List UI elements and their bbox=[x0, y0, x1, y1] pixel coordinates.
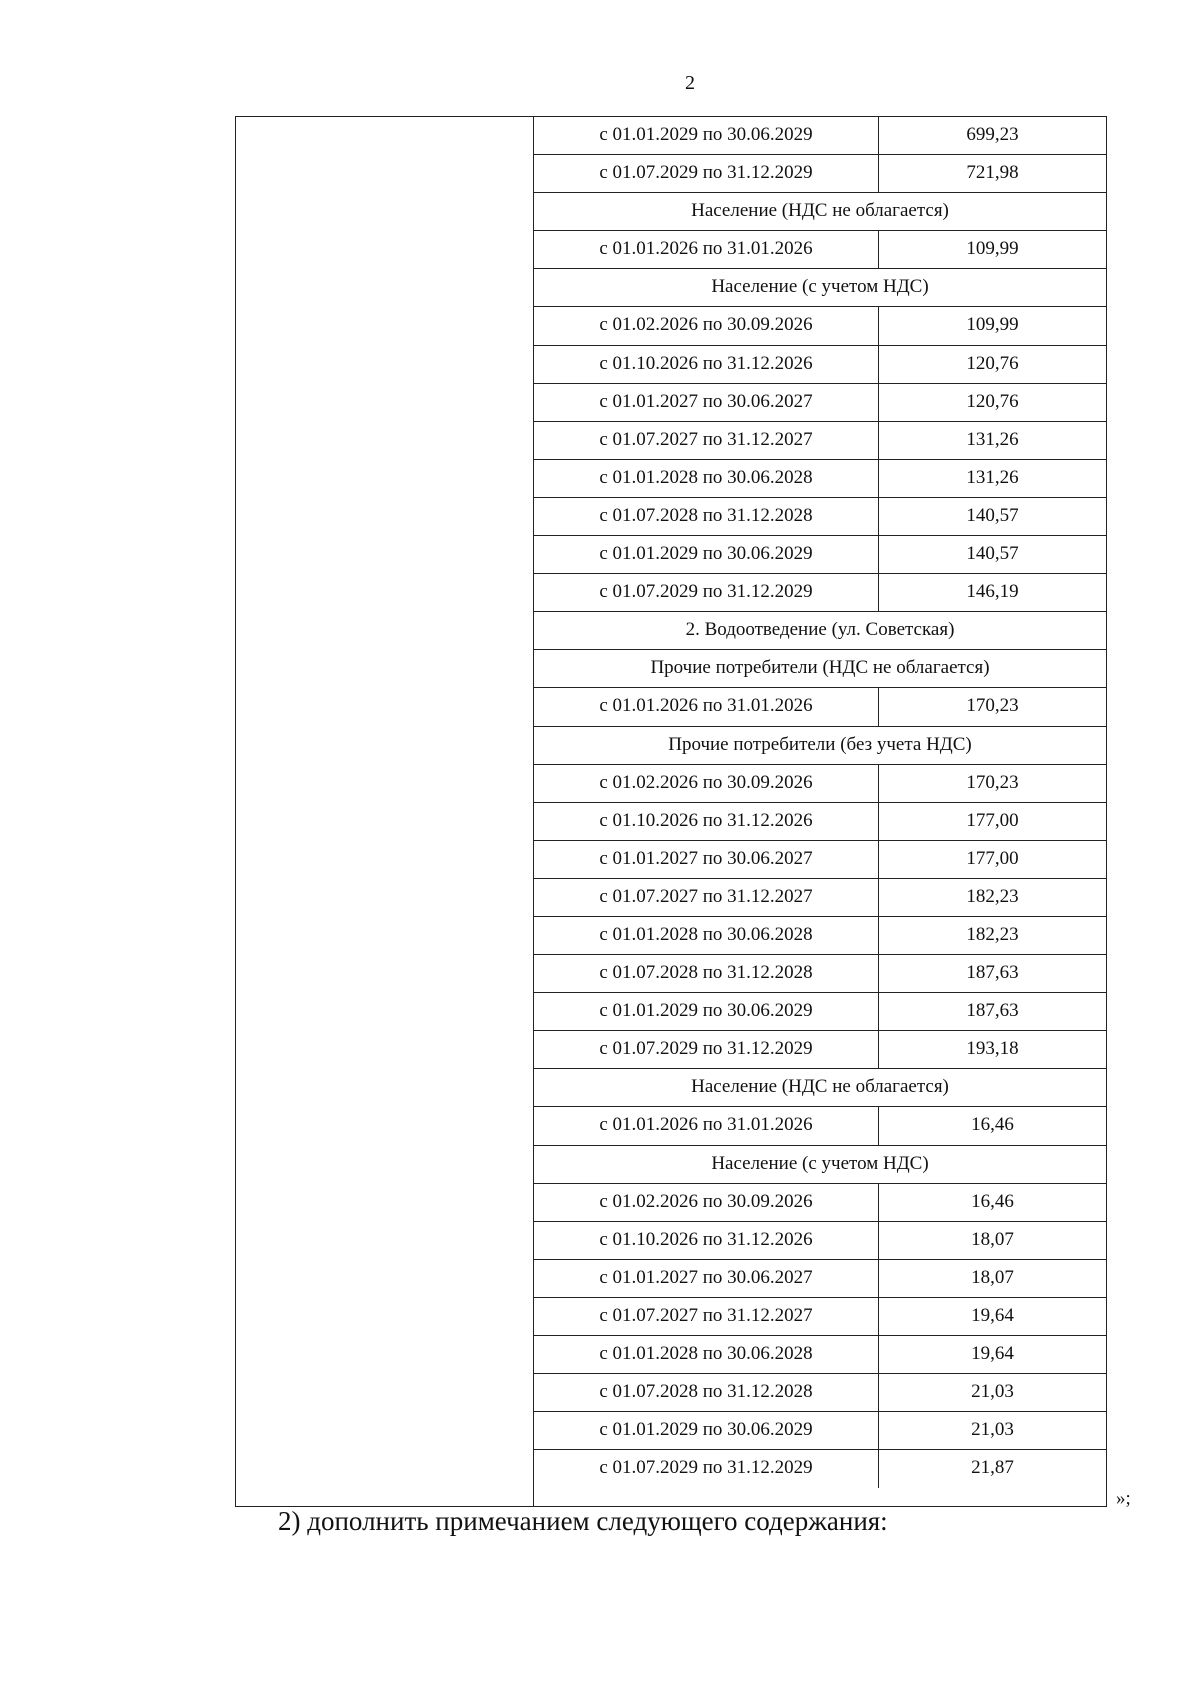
tariff-value-cell: 120,76 bbox=[966, 390, 1019, 412]
table-left-column bbox=[236, 117, 534, 1506]
period-cell: с 01.10.2026 по 31.12.2026 bbox=[534, 1222, 879, 1259]
table-row bbox=[534, 1336, 1106, 1374]
period-cell: с 01.01.2027 по 30.06.2027 bbox=[534, 841, 879, 878]
period-cell: с 01.07.2029 по 31.12.2029 bbox=[534, 155, 879, 192]
tariff-value-cell: 18,07 bbox=[971, 1228, 1014, 1250]
table-row bbox=[534, 1450, 1106, 1488]
period-cell: с 01.07.2027 по 31.12.2027 bbox=[534, 1298, 879, 1335]
section-header: Население (с учетом НДС) bbox=[711, 1152, 929, 1174]
period-cell: с 01.01.2027 по 30.06.2027 bbox=[534, 1260, 879, 1297]
period-cell: с 01.07.2029 по 31.12.2029 bbox=[534, 574, 879, 611]
table-row bbox=[534, 1222, 1106, 1260]
table-row bbox=[534, 1374, 1106, 1412]
tariff-rows bbox=[534, 117, 1106, 1488]
table-section-header-row bbox=[534, 193, 1106, 231]
table-row bbox=[534, 231, 1106, 269]
tariff-value-cell: 182,23 bbox=[966, 885, 1019, 907]
tariff-table bbox=[235, 116, 1107, 1507]
tariff-value-cell: 187,63 bbox=[966, 962, 1019, 984]
table-row bbox=[534, 1184, 1106, 1222]
period-cell: с 01.02.2026 по 30.09.2026 bbox=[534, 307, 879, 344]
tariff-value-cell: 131,26 bbox=[966, 466, 1019, 488]
table-row bbox=[534, 1260, 1106, 1298]
period-cell: с 01.10.2026 по 31.12.2026 bbox=[534, 346, 879, 383]
table-row bbox=[534, 1031, 1106, 1069]
table-row bbox=[534, 879, 1106, 917]
section-header: Население (НДС не облагается) bbox=[691, 1076, 949, 1098]
table-row bbox=[534, 117, 1106, 155]
table-row bbox=[534, 460, 1106, 498]
period-cell: с 01.10.2026 по 31.12.2026 bbox=[534, 803, 879, 840]
period-cell: с 01.01.2029 по 30.06.2029 bbox=[534, 993, 879, 1030]
period-cell: с 01.01.2026 по 31.01.2026 bbox=[534, 231, 879, 268]
period-cell: с 01.02.2026 по 30.09.2026 bbox=[534, 1184, 879, 1221]
tariff-value-cell: 177,00 bbox=[966, 847, 1019, 869]
tariff-value-cell: 19,64 bbox=[971, 1304, 1014, 1326]
tariff-value-cell: 21,87 bbox=[971, 1457, 1014, 1479]
tariff-value-cell: 187,63 bbox=[966, 1000, 1019, 1022]
period-cell: с 01.07.2029 по 31.12.2029 bbox=[534, 1031, 879, 1068]
table-row bbox=[534, 1412, 1106, 1450]
period-cell: с 01.01.2027 по 30.06.2027 bbox=[534, 384, 879, 421]
period-cell: с 01.01.2026 по 31.01.2026 bbox=[534, 1107, 879, 1144]
page-number: 2 bbox=[685, 72, 695, 94]
period-cell: с 01.01.2029 по 30.06.2029 bbox=[534, 117, 879, 154]
section-header: Прочие потребители (НДС не облагается) bbox=[650, 657, 990, 679]
table-section-header-row bbox=[534, 612, 1106, 650]
period-cell: с 01.02.2026 по 30.09.2026 bbox=[534, 765, 879, 802]
closing-quote-mark: »; bbox=[1116, 1488, 1131, 1509]
tariff-value-cell: 21,03 bbox=[971, 1381, 1014, 1403]
table-row bbox=[534, 765, 1106, 803]
tariff-value-cell: 16,46 bbox=[971, 1114, 1014, 1136]
period-cell: с 01.07.2029 по 31.12.2029 bbox=[534, 1450, 879, 1488]
tariff-value-cell: 16,46 bbox=[971, 1190, 1014, 1212]
table-section-header-row bbox=[534, 1069, 1106, 1107]
table-section-header-row bbox=[534, 1146, 1106, 1184]
tariff-value-cell: 140,57 bbox=[966, 543, 1019, 565]
table-row bbox=[534, 1298, 1106, 1336]
table-section-header-row bbox=[534, 727, 1106, 765]
table-row bbox=[534, 688, 1106, 726]
table-row bbox=[534, 384, 1106, 422]
period-cell: с 01.01.2029 по 30.06.2029 bbox=[534, 1412, 879, 1449]
tariff-value-cell: 170,23 bbox=[966, 771, 1019, 793]
table-row bbox=[534, 917, 1106, 955]
period-cell: с 01.01.2028 по 30.06.2028 bbox=[534, 1336, 879, 1373]
table-row bbox=[534, 993, 1106, 1031]
section-header: 2. Водоотведение (ул. Советская) bbox=[685, 619, 955, 641]
tariff-value-cell: 699,23 bbox=[966, 124, 1019, 145]
period-cell: с 01.07.2027 по 31.12.2027 bbox=[534, 422, 879, 459]
table-row bbox=[534, 574, 1106, 612]
tariff-value-cell: 140,57 bbox=[966, 504, 1019, 526]
table-row bbox=[534, 1107, 1106, 1145]
tariff-value-cell: 182,23 bbox=[966, 923, 1019, 945]
tariff-value-cell: 146,19 bbox=[966, 581, 1019, 603]
table-row bbox=[534, 155, 1106, 193]
tariff-value-cell: 109,99 bbox=[966, 314, 1019, 336]
section-header: Население (с учетом НДС) bbox=[711, 276, 929, 298]
period-cell: с 01.01.2028 по 30.06.2028 bbox=[534, 917, 879, 954]
table-section-header-row bbox=[534, 269, 1106, 307]
period-cell: с 01.01.2029 по 30.06.2029 bbox=[534, 536, 879, 573]
table-row bbox=[534, 346, 1106, 384]
amendment-paragraph: 2) дополнить примечанием следующего содержания: bbox=[278, 1506, 888, 1536]
period-cell: с 01.07.2028 по 31.12.2028 bbox=[534, 498, 879, 535]
table-row bbox=[534, 422, 1106, 460]
table-row bbox=[534, 498, 1106, 536]
period-cell: с 01.07.2028 по 31.12.2028 bbox=[534, 1374, 879, 1411]
tariff-value-cell: 19,64 bbox=[971, 1343, 1014, 1364]
tariff-value-cell: 193,18 bbox=[966, 1038, 1019, 1060]
table-section-header-row bbox=[534, 650, 1106, 688]
tariff-value-cell: 18,07 bbox=[971, 1266, 1014, 1288]
table-row bbox=[534, 536, 1106, 574]
tariff-value-cell: 21,03 bbox=[971, 1419, 1014, 1441]
period-cell: с 01.07.2028 по 31.12.2028 bbox=[534, 955, 879, 992]
table-row bbox=[534, 803, 1106, 841]
period-cell: с 01.07.2027 по 31.12.2027 bbox=[534, 879, 879, 916]
section-header: Прочие потребители (без учета НДС) bbox=[668, 733, 972, 755]
table-row bbox=[534, 841, 1106, 879]
period-cell: с 01.01.2028 по 30.06.2028 bbox=[534, 460, 879, 497]
section-header: Население (НДС не облагается) bbox=[691, 200, 949, 222]
tariff-value-cell: 131,26 bbox=[966, 428, 1019, 450]
tariff-value-cell: 170,23 bbox=[966, 695, 1019, 717]
table-row bbox=[534, 307, 1106, 345]
table-row bbox=[534, 955, 1106, 993]
period-cell: с 01.01.2026 по 31.01.2026 bbox=[534, 688, 879, 725]
tariff-value-cell: 721,98 bbox=[966, 162, 1019, 184]
tariff-value-cell: 109,99 bbox=[966, 238, 1019, 260]
tariff-value-cell: 177,00 bbox=[966, 809, 1019, 831]
tariff-value-cell: 120,76 bbox=[966, 352, 1019, 374]
